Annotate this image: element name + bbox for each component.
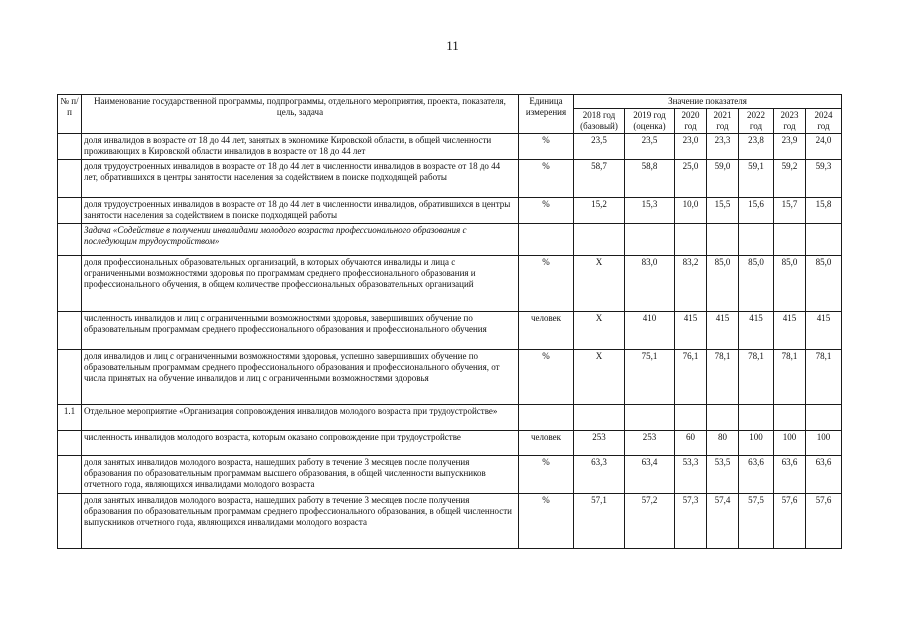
table-row: [58, 456, 842, 494]
row-value: 85,0: [707, 256, 739, 312]
row-value: [806, 405, 842, 431]
row-value: 23,0: [675, 134, 707, 160]
row-name: доля трудоустроенных инвалидов в возрасте от 18 до 44 лет в численности инвалидов в возрасте от 18 до 44 лет, обратившихся в центры занятости населения за содействием в поиске подходящей работы: [82, 160, 519, 198]
row-value: 59,2: [774, 160, 806, 198]
row-number: [58, 312, 82, 350]
header-year: 2023 год: [774, 109, 806, 134]
row-unit: человек: [519, 312, 574, 350]
table-row: [58, 160, 842, 198]
row-number: [58, 256, 82, 312]
row-value: 80: [707, 431, 739, 456]
row-value: 100: [739, 431, 774, 456]
row-value: [707, 224, 739, 256]
row-value: 63,4: [625, 456, 675, 494]
row-value: 53,5: [707, 456, 739, 494]
row-value: 24,0: [806, 134, 842, 160]
row-value: 15,7: [774, 198, 806, 224]
row-value: 78,1: [707, 350, 739, 405]
row-unit: %: [519, 256, 574, 312]
row-value: 63,6: [739, 456, 774, 494]
row-value: 57,1: [574, 494, 625, 549]
header-num: № п/п: [58, 95, 82, 134]
row-value: 415: [739, 312, 774, 350]
row-name: доля инвалидов в возрасте от 18 до 44 лет, занятых в экономике Кировской области, в общей численности проживающих в Кировской области инвалидов в возрасте от 18 до 44 лет: [82, 134, 519, 160]
row-name: доля занятых инвалидов молодого возраста, нашедших работу в течение 3 месяцев после получения образования по образовательным программам высшего образования, в общей численности выпускников отчетного года, являющихся инвалидами молодого возраста: [82, 456, 519, 494]
row-value: 57,2: [625, 494, 675, 549]
row-value: 85,0: [739, 256, 774, 312]
row-value: [574, 405, 625, 431]
row-value: 415: [806, 312, 842, 350]
indicator-table: [57, 94, 842, 549]
row-name: Задача «Содействие в получении инвалидами молодого возраста профессионального образования с последующим трудоустройством»: [82, 224, 519, 256]
header-values-group: Значение показателя: [574, 95, 842, 109]
row-value: 59,1: [739, 160, 774, 198]
row-value: [806, 224, 842, 256]
row-value: 410: [625, 312, 675, 350]
row-value: [707, 405, 739, 431]
row-name: численность инвалидов и лиц с ограниченными возможностями здоровья, завершивших обучение по образовательным программам среднего профессионального образования и профессионального обучения: [82, 312, 519, 350]
row-number: 1.1: [58, 405, 82, 431]
row-value: 23,3: [707, 134, 739, 160]
row-value: 58,7: [574, 160, 625, 198]
row-name: доля профессиональных образовательных организаций, в которых обучаются инвалиды и лица с ограниченными возможностями здоровья по программам среднего профессионального образования и профессионального обучения, в общем количестве профессиональных образовательных организаций: [82, 256, 519, 312]
row-value: [625, 405, 675, 431]
row-value: 78,1: [774, 350, 806, 405]
row-value: 76,1: [675, 350, 707, 405]
table-row: [58, 405, 842, 431]
row-value: 23,5: [625, 134, 675, 160]
row-number: [58, 494, 82, 549]
row-unit: [519, 405, 574, 431]
row-value: 100: [806, 431, 842, 456]
row-value: 57,6: [806, 494, 842, 549]
row-value: [675, 405, 707, 431]
row-value: 415: [675, 312, 707, 350]
row-value: 78,1: [806, 350, 842, 405]
row-value: 57,6: [774, 494, 806, 549]
row-number: [58, 350, 82, 405]
row-value: [739, 405, 774, 431]
row-unit: %: [519, 456, 574, 494]
table-row: [58, 312, 842, 350]
row-value: 57,4: [707, 494, 739, 549]
row-number: [58, 431, 82, 456]
row-value: 25,0: [675, 160, 707, 198]
row-value: 78,1: [739, 350, 774, 405]
row-name: доля инвалидов и лиц с ограниченными возможностями здоровья, успешно завершивших обучение по образовательным программам среднего профессионального образования и профессионального обучения, от числа принятых на обучение инвалидов и лиц с ограниченными возможностями здоровья: [82, 350, 519, 405]
row-value: 83,0: [625, 256, 675, 312]
table-row: [58, 198, 842, 224]
row-value: 85,0: [774, 256, 806, 312]
page-number: 11: [446, 38, 459, 53]
header-year: 2022 год: [739, 109, 774, 134]
row-value: 100: [774, 431, 806, 456]
row-value: [739, 224, 774, 256]
row-unit: %: [519, 350, 574, 405]
row-value: X: [574, 312, 625, 350]
row-number: [58, 456, 82, 494]
row-value: 57,3: [675, 494, 707, 549]
row-value: 59,3: [806, 160, 842, 198]
row-value: 15,3: [625, 198, 675, 224]
row-number: [58, 198, 82, 224]
row-number: [58, 134, 82, 160]
row-value: 63,3: [574, 456, 625, 494]
row-value: 23,5: [574, 134, 625, 160]
row-unit: человек: [519, 431, 574, 456]
row-value: [574, 224, 625, 256]
row-value: 23,8: [739, 134, 774, 160]
row-value: 60: [675, 431, 707, 456]
row-value: 15,2: [574, 198, 625, 224]
row-value: [774, 224, 806, 256]
header-year: 2024 год: [806, 109, 842, 134]
row-unit: [519, 224, 574, 256]
row-value: 59,0: [707, 160, 739, 198]
row-number: [58, 224, 82, 256]
row-value: 85,0: [806, 256, 842, 312]
row-number: [58, 160, 82, 198]
table-row: [58, 431, 842, 456]
row-value: 415: [774, 312, 806, 350]
row-value: 15,5: [707, 198, 739, 224]
row-value: 58,8: [625, 160, 675, 198]
row-value: 23,9: [774, 134, 806, 160]
row-value: 415: [707, 312, 739, 350]
row-unit: %: [519, 198, 574, 224]
row-value: 10,0: [675, 198, 707, 224]
row-value: X: [574, 256, 625, 312]
row-value: [625, 224, 675, 256]
row-unit: %: [519, 160, 574, 198]
table-row: [58, 256, 842, 312]
table-row: [58, 134, 842, 160]
row-value: 57,5: [739, 494, 774, 549]
row-unit: %: [519, 494, 574, 549]
row-unit: %: [519, 134, 574, 160]
table-body: [58, 134, 842, 549]
row-value: 15,6: [739, 198, 774, 224]
row-value: 253: [625, 431, 675, 456]
header-year: 2018 год (базовый): [574, 109, 625, 134]
header-name: Наименование государственной программы, подпрограммы, отдельного мероприятия, проекта, показателя, цель, задача: [82, 95, 519, 134]
header-year: 2019 год (оценка): [625, 109, 675, 134]
row-value: 15,8: [806, 198, 842, 224]
table-row: [58, 224, 842, 256]
header-year: 2021 год: [707, 109, 739, 134]
row-value: [774, 405, 806, 431]
row-value: 83,2: [675, 256, 707, 312]
row-value: 253: [574, 431, 625, 456]
row-value: 75,1: [625, 350, 675, 405]
table-row: [58, 350, 842, 405]
row-name: Отдельное мероприятие «Организация сопровождения инвалидов молодого возраста при трудоустройстве»: [82, 405, 519, 431]
row-value: X: [574, 350, 625, 405]
row-name: численность инвалидов молодого возраста, которым оказано сопровождение при трудоустройстве: [82, 431, 519, 456]
row-name: доля трудоустроенных инвалидов в возрасте от 18 до 44 лет в численности инвалидов, обратившихся в центры занятости населения за содействием в поиске подходящей работы: [82, 198, 519, 224]
row-value: [675, 224, 707, 256]
row-name: доля занятых инвалидов молодого возраста, нашедших работу в течение 3 месяцев после получения образования по образовательным программам среднего профессионального образования, в общей численности выпускников отчетного года, являющихся инвалидами молодого возраста: [82, 494, 519, 549]
table-row: [58, 494, 842, 549]
header-year: 2020 год: [675, 109, 707, 134]
row-value: 53,3: [675, 456, 707, 494]
row-value: 63,6: [774, 456, 806, 494]
header-unit: Единица измерения: [519, 95, 574, 134]
row-value: 63,6: [806, 456, 842, 494]
table-header-row: [58, 95, 842, 109]
